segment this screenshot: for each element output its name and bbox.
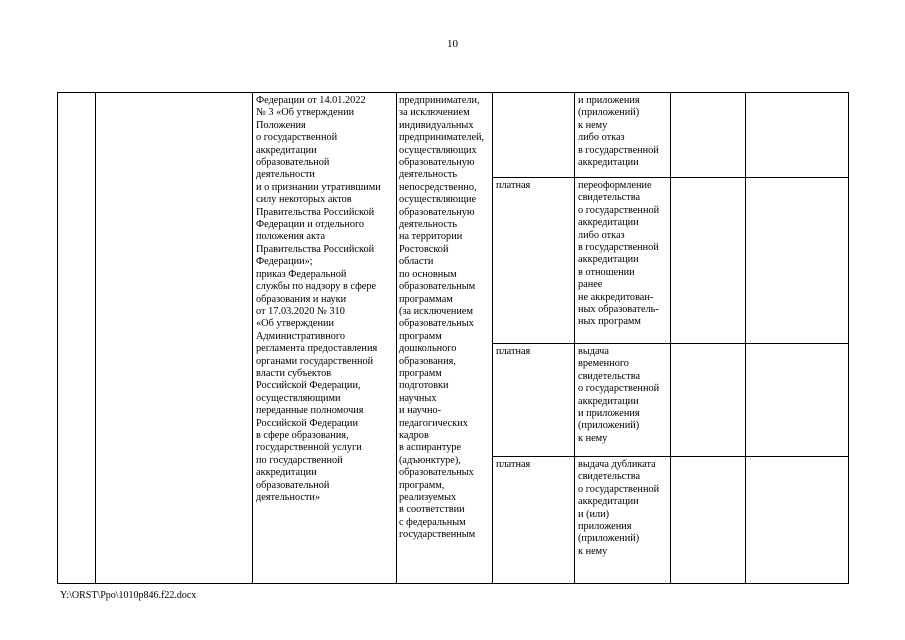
table-border-top bbox=[57, 92, 849, 93]
column-divider bbox=[670, 92, 671, 584]
row-divider bbox=[492, 456, 848, 457]
table-border-bottom bbox=[57, 583, 849, 584]
column-divider bbox=[95, 92, 96, 584]
cell-result: переоформление свидетельства о государственной аккредитации либо отказ в государственной аккредитации в отношении ранее не аккредитован- ных образователь- ных программ bbox=[578, 180, 660, 328]
table-border-left bbox=[57, 92, 58, 584]
column-divider bbox=[745, 92, 746, 584]
cell-result: выдача дубликата свидетельства о государственной аккредитации и (или) приложения (приложений) к нему bbox=[578, 459, 660, 557]
footer-file-path: Y:\ORST\Ppo\1010p846.f22.docx bbox=[60, 590, 197, 601]
page-number: 10 bbox=[447, 38, 458, 50]
row-divider bbox=[492, 343, 848, 344]
cell-result: и приложения (приложений) к нему либо отказ в государственной аккредитации bbox=[578, 95, 659, 169]
cell-payment: платная bbox=[496, 180, 531, 191]
table-border-right bbox=[848, 92, 849, 584]
row-divider bbox=[492, 177, 848, 178]
column-divider bbox=[396, 92, 397, 584]
column-divider bbox=[574, 92, 575, 584]
cell-recipients: предприниматели, за исключением индивидуальных предпринимателей, осуществляющих образовательную деятельность непосредственно, осуществляющие образовательную деятельность на территории Ростовской области по основным образовательным программам (за исключением образовательных программ дошкольного образования, программ подготовки научных и научно- педагогических кадров в аспирантуре (адъюнктуре), образовательных программ, реализуемых в соответствии с федеральным государственным bbox=[399, 95, 485, 541]
cell-legal-basis: Федерации от 14.01.2022 № 3 «Об утверждении Положения о государственной аккредитации образовательной деятельности и о признании утратившими силу некоторых актов Правительства Российской Федерации и отдельного положения акта Правительства Российской Федерации»; приказ Федеральной службы по надзору в сфере образования и науки от 17.03.2020 № 310 «Об утверждении Административного регламента предоставления органами государственной власти субъектов Российской Федерации, осуществляющими переданные полномочия Российской Федерации в сфере образования, государственной услуги по государственной аккредитации образовательной деятельности» bbox=[256, 95, 381, 503]
cell-result: выдача временного свидетельства о государственной аккредитации и приложения (приложений) к нему bbox=[578, 346, 660, 444]
cell-payment: платная bbox=[496, 346, 531, 357]
column-divider bbox=[252, 92, 253, 584]
column-divider bbox=[492, 92, 493, 584]
cell-payment: платная bbox=[496, 459, 531, 470]
